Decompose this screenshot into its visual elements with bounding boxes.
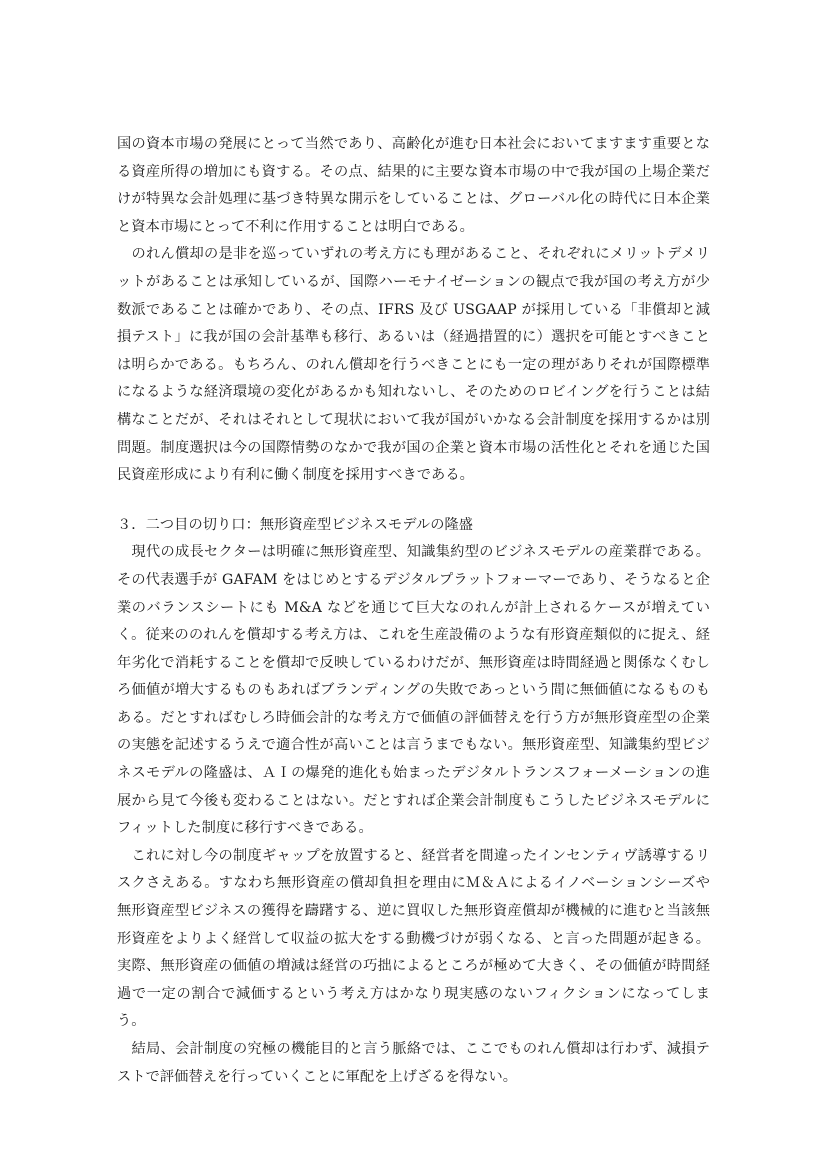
document-body bbox=[117, 131, 710, 1091]
paragraph-goodwill-amortization: のれん償却の是非を巡っていずれの考え方にも理があること、それぞれにメリットデメリットがあることは承知しているが、国際ハーモナイゼーションの観点で我が国の考え方が少数派であることは確かであり、その点、IFRS 及び USGAAP が採用している「非償却と減損テスト」に我が国の会計基準も移行、あるいは（経過措置的に）選択を可能とすべきことは明らかである。もちろん、のれん償却を行うべきことにも一定の理がありそれが国際標準になるような経済環境の変化があるかも知れないし、そのためのロビイングを行うことは結構なことだが、それはそれとして現状において我が国がいかなる会計制度を採用するかは別問題。制度選択は今の国際情勢のなかで我が国の企業と資本市場の活性化とそれを通じた国民資産形成により有利に働く制度を採用すべきである。 bbox=[117, 246, 710, 484]
paragraph-conclusion: 結局、会計制度の究極の機能目的と言う脈絡では、ここでものれん償却は行わず、減損テストで評価替えを行っていくことに軍配を上げざるを得ない。 bbox=[117, 1041, 710, 1085]
paragraph-intangible-business: 現代の成長セクターは明確に無形資産型、知識集約型のビジネスモデルの産業群である。その代表選手が GAFAM をはじめとするデジタルプラットフォーマーであり、そうなると企業のバランスシートにも M&A などを通じて巨大なのれんが計上されるケースが増えていく。従来ののれんを償却する考え方は、これを生産設備のような有形資産類似的に捉え、経年劣化で消耗することを償却で反映しているわけだが、無形資産は時間経過と関係なくむしろ価値が増大するものもあればブランディングの失敗であっという間に無価値になるものもある。だとすればむしろ時価会計的な考え方で価値の評価替えを行う方が無形資産型の企業の実態を記述するうえで適合性が高いことは言うまでもない。無形資産型、知識集約型ビジネスモデルの隆盛は、ＡＩの爆発的進化も始まったデジタルトランスフォーメーションの進展から見て今後も変わることはない。だとすれば企業会計制度もこうしたビジネスモデルにフィットした制度に移行すべきである。 bbox=[117, 544, 710, 837]
paragraph-incentive-risk: これに対し今の制度ギャップを放置すると、経営者を間違ったインセンティヴ誘導するリスクさえある。すなわち無形資産の償却負担を理由にＭ＆Ａによるイノベーションシーズや無形資産型ビジネスの獲得を躊躇する、逆に買収した無形資産償却が機械的に進むと当該無形資産をよりよく経営して収益の拡大をする動機づけが弱くなる、と言った問題が起きる。実際、無形資産の価値の増減は経営の巧拙によるところが極めて大きく、その価値が時間経過で一定の割合で減価するという考え方はかなり現実感のないフィクションになってしまう。 bbox=[117, 847, 710, 1030]
section-heading: ３．二つ目の切り口：無形資産型ビジネスモデルの隆盛 bbox=[117, 516, 474, 533]
section-spacer bbox=[117, 490, 710, 512]
paragraph-capital-market: 国の資本市場の発展にとって当然であり、高齢化が進む日本社会においてますます重要となる資産所得の増加にも資する。その点、結果的に主要な資本市場の中で我が国の上場企業だけが特異な会計処理に基づき特異な開示をしていることは、グローバル化の時代に日本企業と資本市場にとって不利に作用することは明白である。 bbox=[117, 136, 710, 235]
